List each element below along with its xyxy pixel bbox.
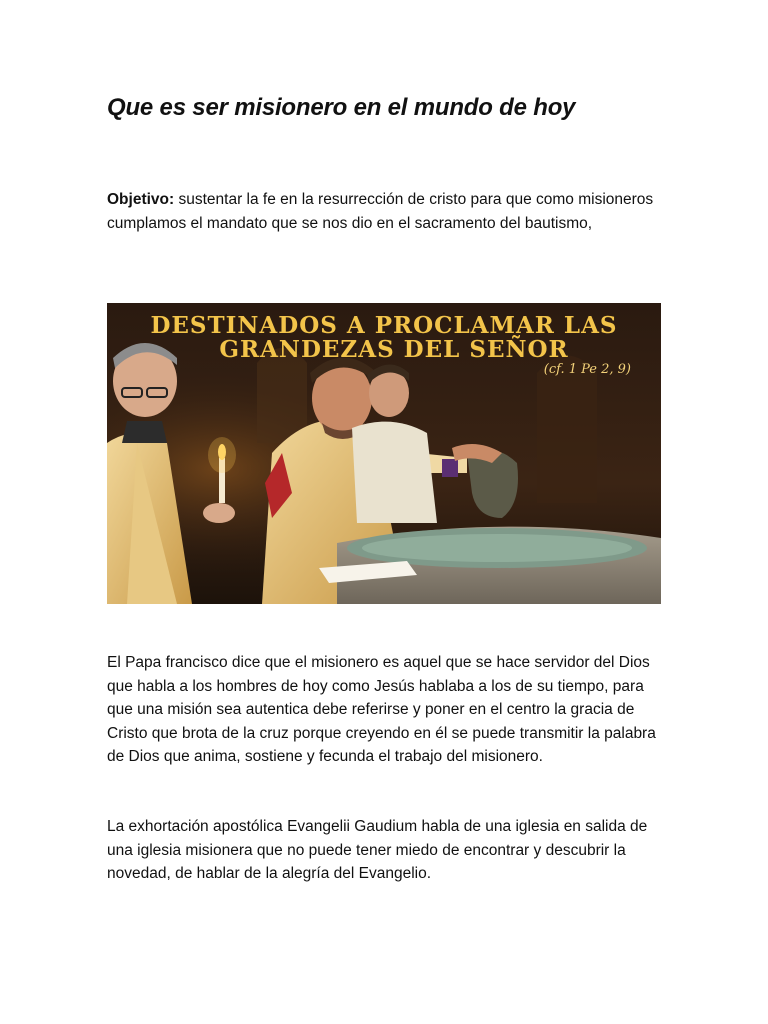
banner-line-2: GRANDEZAS DEL SEÑOR — [219, 336, 569, 363]
banner-reference: (cf. 1 Pe 2, 9) — [543, 362, 631, 377]
objective-text: sustentar la fe en la resurrección de cristo para que como misioneros cumplamos el mandato que se nos dio en el sacramento del bautismo, — [107, 191, 654, 232]
baptismal-font — [319, 527, 661, 604]
baptism-photo — [107, 303, 661, 604]
paragraph-papa-francisco: El Papa francisco dice que el misionero es aquel que se hace servidor del Dios que habla a los hombres de hoy como Jesús hablaba a los de su tiempo, para que una misión sea autentica debe referirse y poner en el centro la gracia de Cristo que brota de la cruz porque creyendo en él se puede transmitir la palabra de Dios que anima, sostiene y fecunda el trabajo del misionero. — [107, 654, 656, 765]
objective-label: Objetivo: — [107, 191, 175, 208]
document-title: Que es ser misionero en el mundo de hoy — [107, 94, 576, 121]
objective-paragraph — [107, 188, 667, 235]
banner-line-1: DESTINADOS A PROCLAMAR LAS — [150, 312, 618, 339]
paragraph-evangelii-gaudium: La exhortación apostólica Evangelii Gaudium habla de una iglesia en salida de una iglesia misionera que no puede tener miedo de encontrar y descubrir la novedad, de hablar de la alegría del Evangelio. — [107, 818, 648, 882]
